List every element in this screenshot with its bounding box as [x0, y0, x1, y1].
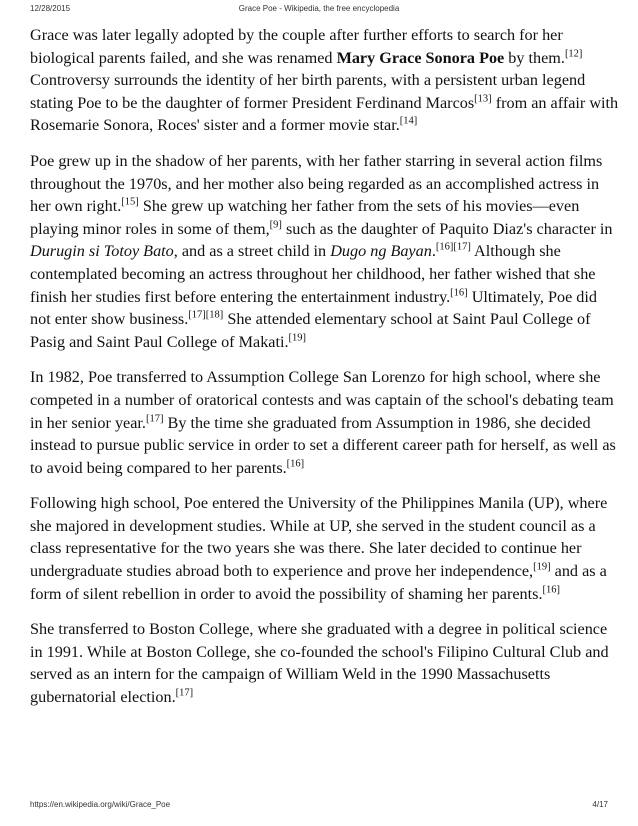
citation-link[interactable]: [19] — [533, 561, 551, 573]
text: She attended elementary school at Saint Paul College of Pasig and Saint Paul College of Makati. — [30, 310, 591, 351]
text: such as the daughter of Paquito Diaz's character in — [281, 219, 613, 238]
italic-title: Durugin si Totoy Bato — [30, 242, 174, 261]
citation-link[interactable]: [16] — [286, 458, 305, 470]
citation-link[interactable]: [16] — [450, 287, 468, 299]
page-url: https://en.wikipedia.org/wiki/Grace_Poe — [30, 800, 171, 809]
citation-link[interactable]: [17] — [175, 687, 194, 699]
print-footer — [0, 800, 638, 812]
print-date: 12/28/2015 — [30, 4, 71, 13]
bold-name: Mary Grace Sonora Poe — [336, 48, 505, 67]
text: Ultimately, Poe did not enter show business. — [30, 287, 597, 329]
text: Grace was later legally adopted by the couple after further efforts to search for her biological parents failed, and she was renamed — [30, 26, 563, 67]
citation-link[interactable]: [17] — [453, 241, 471, 253]
citation-link[interactable]: [14] — [399, 115, 418, 127]
text: Following high school, Poe entered the University of the Philippines Manila (UP), where she majored in development studies. While at UP, she served in the student council as a class representative for the two years she was there. She later decided to continue her undergraduate studies abroad both to experience and prove her independence, — [30, 494, 608, 581]
citation-link[interactable]: [12] — [564, 48, 583, 60]
citation-link[interactable]: [15] — [121, 196, 139, 208]
paragraph-university — [30, 492, 620, 605]
article-body — [30, 24, 620, 722]
paragraph-childhood — [30, 150, 620, 353]
citation-link[interactable]: [9] — [269, 219, 282, 231]
text: In 1982, Poe transferred to Assumption College San Lorenzo for high school, where she competed in a number of oratorical contests and was captain of the school's debating team in her senior year. — [30, 368, 614, 432]
text: by them. — [504, 48, 565, 67]
citation-link[interactable]: [16] — [435, 241, 454, 253]
text: By the time she graduated from Assumption in 1986, she decided instead to pursue public service in order to set a different career path for herself, as well as to avoid being compared to her parents. — [30, 413, 616, 477]
text: Although she contemplated becoming an actress throughout her childhood, her father wished that she finish her studies first before entering the entertainment industry. — [30, 242, 596, 306]
print-header — [0, 4, 638, 16]
citation-link[interactable]: [13] — [474, 93, 492, 105]
text: Controversy surrounds the identity of her birth parents, with a persistent urban legend stating Poe to be the daughter of former President Ferdinand Marcos — [30, 71, 586, 112]
citation-link[interactable]: [18] — [205, 309, 224, 321]
text: She transferred to Boston College, where she graduated with a degree in political science in 1991. While at Boston College, she co-founded the school's Filipino Cultural Club and served as an intern for the campaign of William Weld in the 1990 Massachusetts gubernatorial election. — [30, 620, 609, 707]
paragraph-boston-college — [30, 618, 620, 708]
italic-title: Dugo ng Bayan — [330, 242, 432, 261]
text: She grew up watching her father from the sets of his movies—even playing minor roles in some of them, — [30, 197, 580, 238]
text: . — [431, 242, 436, 261]
text: from an affair with Rosemarie Sonora, Roces' sister and a former movie star. — [30, 93, 619, 135]
text: Poe grew up in the shadow of her parents, with her father starring in several action films throughout the 1970s, and her mother also being regarded as an accomplished actress in her own right. — [30, 151, 603, 216]
text: , and as a street child in — [173, 242, 331, 261]
citation-link[interactable]: [17] — [188, 309, 206, 321]
paragraph-high-school — [30, 366, 620, 479]
page-number: 4/17 — [592, 800, 608, 809]
citation-link[interactable]: [16] — [542, 584, 560, 596]
paragraph-adoption — [30, 24, 620, 137]
citation-link[interactable]: [17] — [145, 413, 164, 425]
print-title: Grace Poe - Wikipedia, the free encyclopedia — [238, 4, 400, 13]
citation-link[interactable]: [19] — [288, 332, 307, 344]
text: and as a form of silent rebellion in order to avoid the possibility of shaming her parents. — [30, 562, 607, 603]
